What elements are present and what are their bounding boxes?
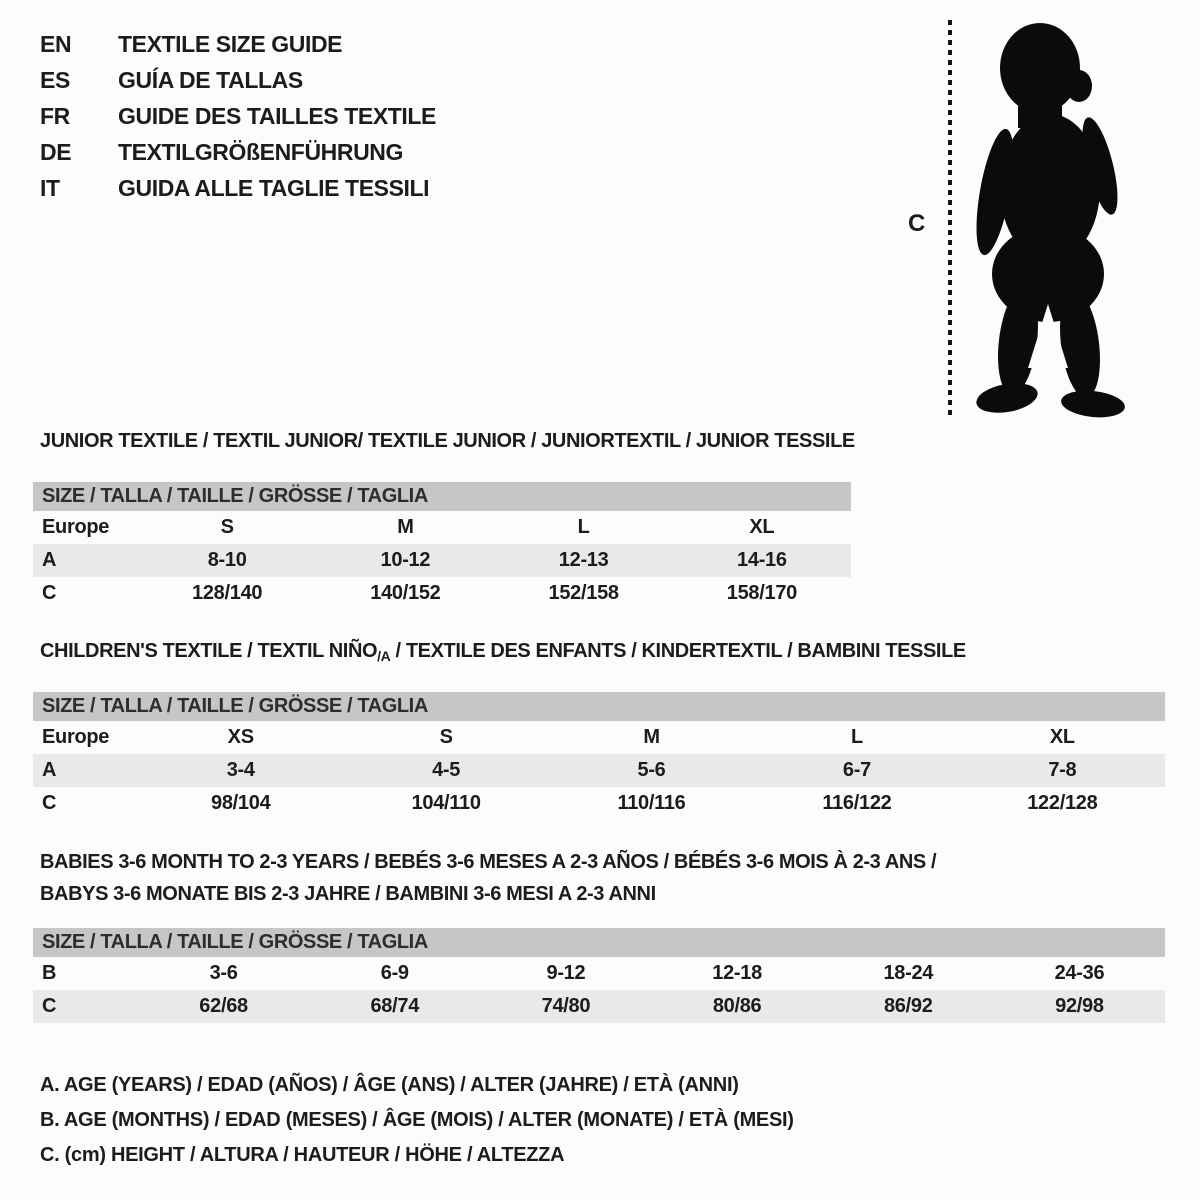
babies-row-months: [33, 957, 1165, 990]
table-cell: 98/104: [211, 792, 271, 814]
legend-line-age-years: A. AGE (YEARS) / EDAD (AÑOS) / ÂGE (ANS) / ALTER (JAHRE) / ETÀ (ANNI): [40, 1074, 739, 1096]
junior-column-header-row: [33, 511, 851, 544]
table-cell: 62/68: [199, 995, 248, 1017]
table-cell: 80/86: [712, 995, 762, 1017]
table-cell: 158/170: [726, 582, 797, 604]
language-row-de: [40, 134, 436, 170]
row-label: C: [42, 582, 57, 604]
junior-section-title: JUNIOR TEXTILE / TEXTIL JUNIOR/ TEXTILE JUNIOR / JUNIORTEXTIL / JUNIOR TESSILE: [40, 430, 855, 452]
table-cell: 3-4: [226, 759, 255, 781]
legend-line-height-cm: C. (cm) HEIGHT / ALTURA / HAUTEUR / HÖHE / ALTEZZA: [40, 1144, 565, 1166]
table-cell: 4-5: [432, 759, 461, 781]
column-header: S: [439, 726, 453, 748]
table-cell: 86/92: [883, 995, 933, 1017]
table-cell: 92/98: [1055, 995, 1104, 1017]
table-cell: 18-24: [883, 962, 934, 984]
junior-size-header-bar: SIZE / TALLA / TAILLE / GRÖSSE / TAGLIA: [33, 482, 851, 511]
column-header: M: [397, 516, 414, 538]
junior-size-table: [33, 482, 851, 610]
table-cell: 152/158: [548, 582, 619, 604]
table-cell: 6-7: [842, 759, 871, 781]
table-cell: 3-6: [209, 962, 238, 984]
table-cell: 74/80: [541, 995, 591, 1017]
column-header: M: [643, 726, 660, 748]
babies-size-header-bar: SIZE / TALLA / TAILLE / GRÖSSE / TAGLIA: [33, 928, 1165, 957]
row-label: B: [42, 962, 57, 984]
babies-row-height: [33, 990, 1165, 1023]
language-code: FR: [40, 103, 70, 129]
column-header: S: [220, 516, 234, 538]
children-section-title: [40, 640, 966, 664]
children-row-age: [33, 754, 1165, 787]
height-measure-dashed-line: [948, 20, 952, 416]
table-cell: 116/122: [822, 792, 892, 814]
toddler-figure-area: [900, 0, 1200, 430]
row-label: C: [42, 995, 57, 1017]
table-cell: 14-16: [737, 549, 787, 571]
column-header: Europe: [42, 726, 110, 748]
table-cell: 128/140: [192, 582, 263, 604]
table-cell: 122/128: [1027, 792, 1098, 814]
language-row-es: [40, 62, 436, 98]
children-size-header-bar: SIZE / TALLA / TAILLE / GRÖSSE / TAGLIA: [33, 692, 1165, 721]
column-header: XL: [1049, 726, 1075, 748]
guide-title-en: TEXTILE SIZE GUIDE: [118, 31, 343, 57]
children-column-header-row: [33, 721, 1165, 754]
guide-title-fr: GUIDE DES TAILLES TEXTILE: [118, 103, 436, 129]
language-code: EN: [40, 31, 72, 57]
language-row-it: [40, 170, 436, 206]
table-cell: 10-12: [380, 549, 431, 571]
table-cell: 24-36: [1054, 962, 1105, 984]
legend-line-age-months: B. AGE (MONTHS) / EDAD (MESES) / ÂGE (MOIS) / ALTER (MONATE) / ETÀ (MESI): [40, 1109, 794, 1131]
row-label: A: [42, 549, 57, 571]
language-row-en: [40, 26, 436, 62]
table-cell: 68/74: [370, 995, 420, 1017]
column-header: Europe: [42, 516, 110, 538]
column-header: XS: [227, 726, 254, 748]
babies-section-title: [40, 846, 936, 910]
children-title-post: / TEXTILE DES ENFANTS / KINDERTEXTIL / BAMBINI TESSILE: [390, 640, 966, 662]
table-cell: 104/110: [411, 792, 481, 814]
table-cell: 140/152: [370, 582, 441, 604]
junior-row-height: [33, 577, 851, 610]
junior-row-age: [33, 544, 851, 577]
row-label: C: [42, 792, 57, 814]
column-header: L: [577, 516, 590, 538]
babies-title-line2: BABYS 3-6 MONATE BIS 2-3 JAHRE / BAMBINI 3-6 MESI A 2-3 ANNI: [40, 883, 656, 905]
children-row-height: [33, 787, 1165, 820]
guide-title-it: GUIDA ALLE TAGLIE TESSILI: [118, 175, 430, 201]
language-code: DE: [40, 139, 72, 165]
language-title-list: [40, 26, 436, 206]
table-cell: 9-12: [546, 962, 586, 984]
language-code: ES: [40, 67, 70, 93]
table-cell: 8-10: [207, 549, 247, 571]
column-header: XL: [749, 516, 775, 538]
toddler-silhouette-icon: [962, 16, 1140, 420]
children-title-pre: CHILDREN'S TEXTILE / TEXTIL NIÑO: [40, 640, 378, 662]
babies-size-table: [33, 928, 1165, 1023]
column-header: L: [850, 726, 863, 748]
language-code: IT: [40, 175, 60, 201]
measurement-legend: [40, 1068, 794, 1173]
language-row-fr: [40, 98, 436, 134]
guide-title-de: TEXTILGRÖßENFÜHRUNG: [118, 139, 403, 165]
babies-title-line1: BABIES 3-6 MONTH TO 2-3 YEARS / BEBÉS 3-6 MESES A 2-3 AÑOS / BÉBÉS 3-6 MOIS À 2-3 ANS /: [40, 851, 937, 873]
guide-title-es: GUÍA DE TALLAS: [118, 67, 303, 93]
height-measure-label: C: [908, 210, 926, 237]
table-cell: 12-13: [558, 549, 609, 571]
table-cell: 6-9: [380, 962, 409, 984]
children-size-table: [33, 692, 1165, 820]
table-cell: 12-18: [712, 962, 762, 984]
table-cell: 7-8: [1048, 759, 1077, 781]
row-label: A: [42, 759, 57, 781]
table-cell: 110/116: [617, 792, 686, 814]
children-title-sub: /A: [377, 648, 391, 664]
table-cell: 5-6: [637, 759, 666, 781]
